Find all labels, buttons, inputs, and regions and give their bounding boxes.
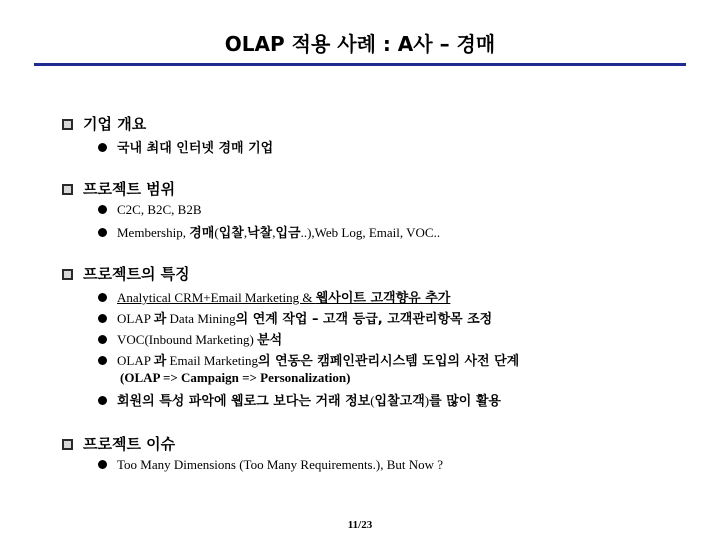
list-item xyxy=(98,457,443,473)
list-item xyxy=(98,202,202,218)
bullet-dot-icon xyxy=(98,293,107,302)
list-item: 회원의 특성 파악에 웹로그 보다는 거래 정보(입찰고객)를 많이 활용 xyxy=(98,390,501,409)
list-item: Membership, 경매(입찰,낙찰,입금..),Web Log, Email, VOC.. xyxy=(98,222,440,241)
item-text: 국내 최대 인터넷 경매 기업 xyxy=(117,141,274,156)
bullet-dot-icon xyxy=(98,356,107,365)
section-heading: 프로젝트 이슈 xyxy=(83,435,176,453)
section-project-issues xyxy=(62,433,175,454)
checkbox-square-icon xyxy=(62,184,73,195)
list-item: VOC(Inbound Marketing) 분석 xyxy=(98,329,282,348)
item-text: C2C, B2C, B2B xyxy=(117,202,202,217)
item-text: Too Many Dimensions (Too Many Requirements.), But Now ? xyxy=(117,457,444,472)
bullet-dot-icon xyxy=(98,460,107,469)
checkbox-square-icon xyxy=(62,269,73,280)
bullet-dot-icon xyxy=(98,205,107,214)
section-heading: 프로젝트 범위 xyxy=(83,180,176,198)
list-item: OLAP 과 Data Mining의 연계 작업 – 고객 등급, 고객관리항목 조정 xyxy=(98,308,492,327)
bullet-dot-icon xyxy=(98,143,107,152)
bullet-dot-icon xyxy=(98,396,107,405)
section-heading: 기업 개요 xyxy=(83,115,147,133)
section-heading: 프로젝트의 특징 xyxy=(83,265,190,283)
page-number: 11/23 xyxy=(347,519,373,531)
bullet-dot-icon xyxy=(98,314,107,323)
section-project-features xyxy=(62,263,190,284)
slide-title: OLAP 적용 사례 : A사 – 경매 xyxy=(224,32,496,56)
checkbox-square-icon xyxy=(62,119,73,130)
bullet-dot-icon xyxy=(98,228,107,237)
title-rule xyxy=(34,63,686,66)
checkbox-square-icon xyxy=(62,439,73,450)
list-item xyxy=(98,137,273,156)
item-continuation: (OLAP => Campaign => Personalization) xyxy=(120,370,351,385)
list-item: Analytical CRM+Email Marketing & 웹사이트 고객향유 추가 xyxy=(98,287,450,306)
bullet-dot-icon xyxy=(98,335,107,344)
list-item: OLAP 과 Email Marketing의 연동은 캠페인관리시스템 도입의 사전 단계 xyxy=(98,350,519,369)
section-project-scope xyxy=(62,178,175,199)
section-company-overview xyxy=(62,113,146,134)
